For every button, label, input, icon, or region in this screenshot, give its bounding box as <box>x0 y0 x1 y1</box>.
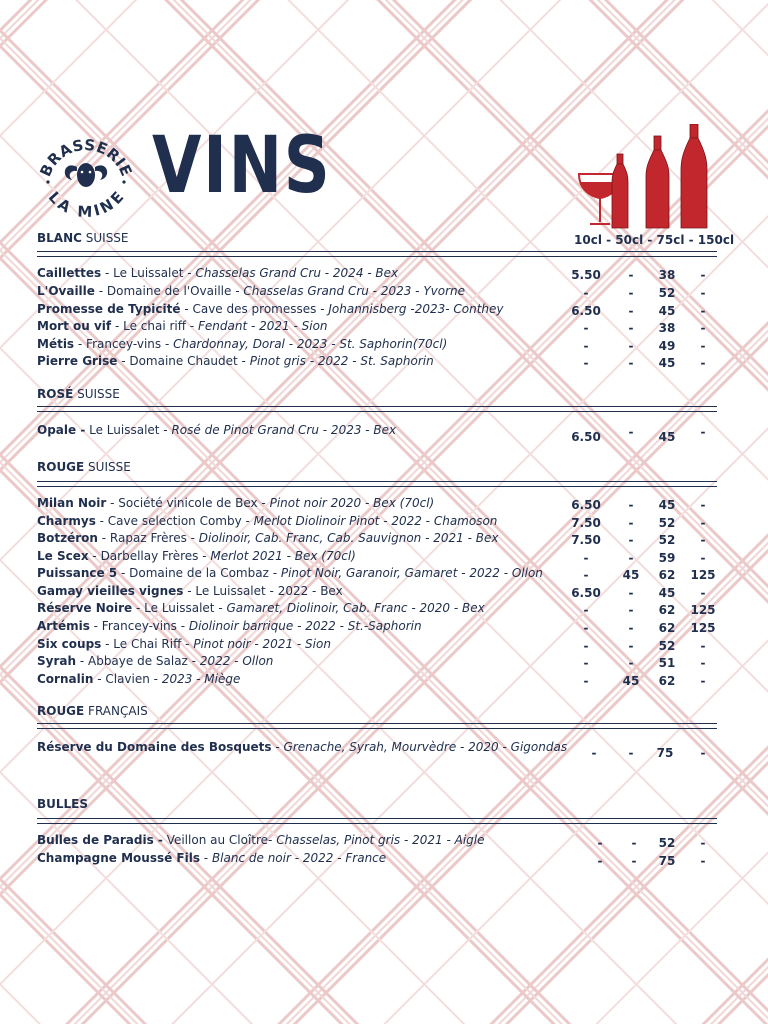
wine-row: Champagne Moussé Fils - Blanc de noir - 2022 - France - - 75 - <box>37 851 706 868</box>
wine-row: Puissance 5 - Domaine de la Combaz - Pinot Noir, Garanoir, Gamaret - 2022 - Ollon - 45 62 125 <box>37 566 716 582</box>
logo-top-text: BRASSERIE <box>36 135 136 180</box>
wine-row: Opale - Le Luissalet - Rosé de Pinot Grand Cru - 2023 - Bex 6.50 - 45 - <box>37 423 706 444</box>
divider <box>37 481 717 482</box>
section-heading-blanc: BLANC SUISSE <box>37 231 129 245</box>
wine-row: Promesse de Typicité - Cave des promesses - Johannisberg -2023- Conthey 6.50 - 45 - <box>37 302 706 318</box>
brasserie-logo <box>36 120 136 220</box>
bottle-50cl-icon <box>612 154 628 228</box>
divider <box>37 411 717 412</box>
page-title: VINS <box>152 121 332 211</box>
logo-bottom-text: LA MINE <box>44 188 128 220</box>
wine-row: Artémis - Francey-vins - Diolinoir barrique - 2022 - St.-Saphorin - - 62 125 <box>37 619 716 635</box>
section-heading-rouge-francais: ROUGE FRANÇAIS <box>37 704 148 718</box>
divider <box>37 486 717 487</box>
wine-row: Réserve du Domaine des Bosquets - Grenache, Syrah, Mourvèdre - 2020 - Gigondas - - 75 - <box>37 740 706 760</box>
wine-row: L'Ovaille - Domaine de l'Ovaille - Chasselas Grand Cru - 2023 - Yvorne - - 52 - <box>37 284 706 300</box>
divider <box>37 823 717 824</box>
wine-row: Caillettes - Le Luissalet - Chasselas Grand Cru - 2024 - Bex 5.50 - 38 - <box>37 266 706 282</box>
section-heading-bulles: BULLES <box>37 797 89 811</box>
divider <box>37 406 717 407</box>
ram-head-icon <box>65 163 107 187</box>
wine-row: Bulles de Paradis - Veillon au Cloître- Chasselas, Pinot gris - 2021 - Aigle - - 52 - <box>37 833 706 850</box>
wine-row: Réserve Noire - Le Luissalet - Gamaret, Diolinoir, Cab. Franc - 2020 - Bex - - 62 125 <box>37 601 716 617</box>
wine-sizes-icon <box>576 124 716 232</box>
wine-row: Milan Noir - Société vinicole de Bex - Pinot noir 2020 - Bex (70cl) 6.50 - 45 - <box>37 496 706 512</box>
divider <box>37 723 717 724</box>
wine-row: Le Scex - Darbellay Frères - Merlot 2021 - Bex (70cl) - - 59 - <box>37 549 706 565</box>
bottle-75cl-icon <box>646 136 669 228</box>
svg-text:LA MINE <box>45 188 127 220</box>
section-heading-rose: ROSÉ SUISSE <box>37 387 120 401</box>
section-heading-rouge-suisse: ROUGE SUISSE <box>37 460 131 474</box>
divider <box>37 818 717 819</box>
wine-row: Métis - Francey-vins - Chardonnay, Doral - 2023 - St. Saphorin(70cl) - - 49 - <box>37 337 706 353</box>
divider <box>37 728 717 729</box>
wine-row: Cornalin - Clavien - 2023 - Miège - 45 62 - <box>37 672 706 688</box>
wine-row: Charmys - Cave selection Comby - Merlot Diolinoir Pinot - 2022 - Chamoson 7.50 - 52 - <box>37 514 706 530</box>
wine-row: Botzéron - Rapaz Frères - Diolinoir, Cab. Franc, Cab. Sauvignon - 2021 - Bex 7.50 - 52 - <box>37 531 706 547</box>
wine-row: Six coups - Le Chai Riff - Pinot noir - 2021 - Sion - - 52 - <box>37 637 706 653</box>
size-header: 10cl - 50cl - 75cl - 150cl <box>574 233 735 247</box>
wine-row: Gamay vieilles vignes - Le Luissalet - 2022 - Bex 6.50 - 45 - <box>37 584 706 600</box>
bottle-150cl-icon <box>681 124 707 228</box>
divider <box>37 256 717 257</box>
wine-row: Mort ou vif - Le chai riff - Fendant - 2021 - Sion - - 38 - <box>37 319 706 335</box>
wine-row: Pierre Grise - Domaine Chaudet - Pinot gris - 2022 - St. Saphorin - - 45 - <box>37 354 706 370</box>
divider <box>37 251 717 252</box>
wine-row: Syrah - Abbaye de Salaz - 2022 - Ollon - - 51 - <box>37 654 706 670</box>
